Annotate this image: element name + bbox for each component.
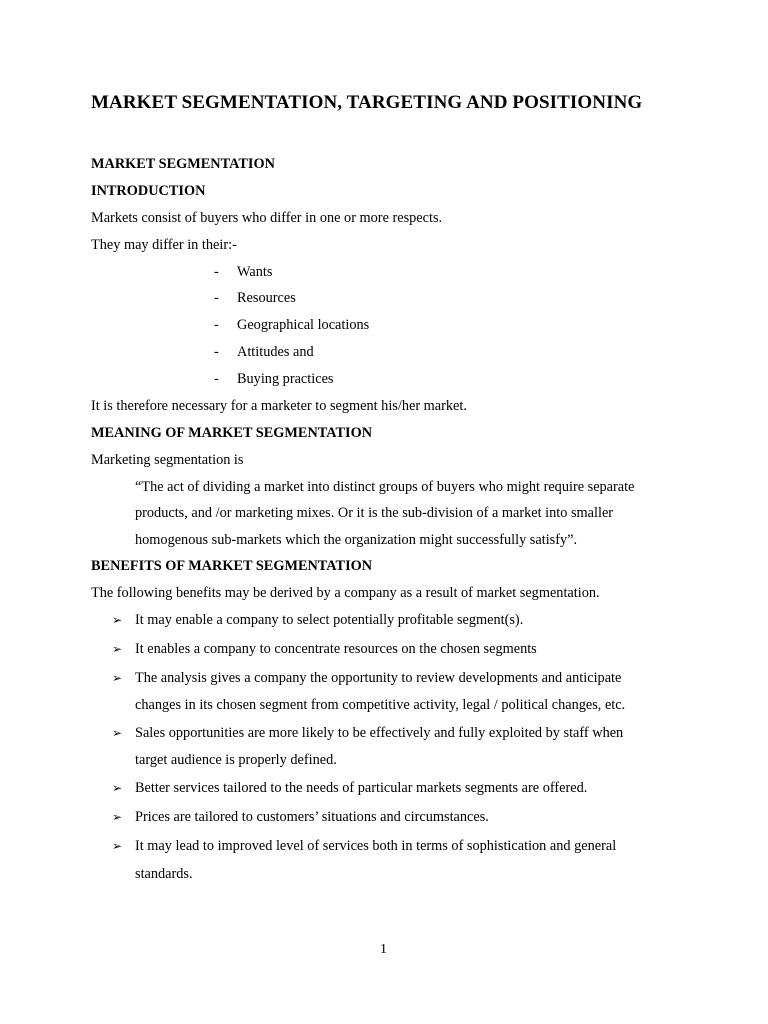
benefit-text: It may lead to improved level of services both in terms of sophistication and general bbox=[135, 838, 617, 854]
arrow-bullet-icon: ➢ bbox=[112, 613, 123, 627]
intro-paragraph-line: They may differ in their:- bbox=[91, 237, 237, 253]
definition-quote-line: homogenous sub-markets which the organization might successfully satisfy”. bbox=[135, 532, 578, 548]
benefit-text: Better services tailored to the needs of particular markets segments are offered. bbox=[135, 780, 588, 796]
definition-quote-line: “The act of dividing a market into distinct groups of buyers who might require separate bbox=[135, 479, 635, 495]
dash-marker: - bbox=[214, 264, 219, 280]
benefit-text: The analysis gives a company the opportunity to review developments and anticipate bbox=[135, 670, 622, 686]
benefit-continuation: target audience is properly defined. bbox=[135, 752, 337, 768]
document-title: MARKET SEGMENTATION, TARGETING AND POSITIONING bbox=[91, 92, 643, 113]
list-item-text: Wants bbox=[237, 264, 273, 280]
meaning-heading: MEANING OF MARKET SEGMENTATION bbox=[91, 425, 373, 441]
benefits-heading: BENEFITS OF MARKET SEGMENTATION bbox=[91, 558, 373, 574]
arrow-bullet-icon: ➢ bbox=[112, 781, 123, 795]
benefit-text: Sales opportunities are more likely to be effectively and fully exploited by staff when bbox=[135, 725, 624, 741]
intro-paragraph-line: Markets consist of buyers who differ in one or more respects. bbox=[91, 210, 443, 226]
arrow-bullet-icon: ➢ bbox=[112, 726, 123, 740]
definition-quote-line: products, and /or marketing mixes. Or it is the sub-division of a market into smaller bbox=[135, 505, 614, 521]
arrow-bullet-icon: ➢ bbox=[112, 839, 123, 853]
benefit-text: Prices are tailored to customers’ situations and circumstances. bbox=[135, 809, 489, 825]
list-item-text: Geographical locations bbox=[237, 317, 370, 333]
list-item-text: Buying practices bbox=[237, 371, 334, 387]
benefits-intro: The following benefits may be derived by a company as a result of market segmentation. bbox=[91, 585, 600, 601]
dash-marker: - bbox=[214, 317, 219, 333]
list-item-text: Attitudes and bbox=[237, 344, 314, 360]
list-item-text: Resources bbox=[237, 290, 296, 306]
arrow-bullet-icon: ➢ bbox=[112, 642, 123, 656]
meaning-intro: Marketing segmentation is bbox=[91, 452, 244, 468]
intro-conclusion: It is therefore necessary for a marketer to segment his/her market. bbox=[91, 398, 467, 414]
arrow-bullet-icon: ➢ bbox=[112, 810, 123, 824]
arrow-bullet-icon: ➢ bbox=[112, 671, 123, 685]
dash-marker: - bbox=[214, 371, 219, 387]
dash-marker: - bbox=[214, 290, 219, 306]
dash-marker: - bbox=[214, 344, 219, 360]
benefit-continuation: standards. bbox=[135, 866, 193, 882]
benefit-continuation: changes in its chosen segment from competitive activity, legal / political changes, etc. bbox=[135, 697, 626, 713]
section-heading: MARKET SEGMENTATION bbox=[91, 156, 275, 172]
benefit-text: It enables a company to concentrate resources on the chosen segments bbox=[135, 641, 537, 657]
benefit-text: It may enable a company to select potentially profitable segment(s). bbox=[135, 612, 524, 628]
introduction-heading: INTRODUCTION bbox=[91, 183, 206, 199]
page-number: 1 bbox=[380, 942, 387, 957]
